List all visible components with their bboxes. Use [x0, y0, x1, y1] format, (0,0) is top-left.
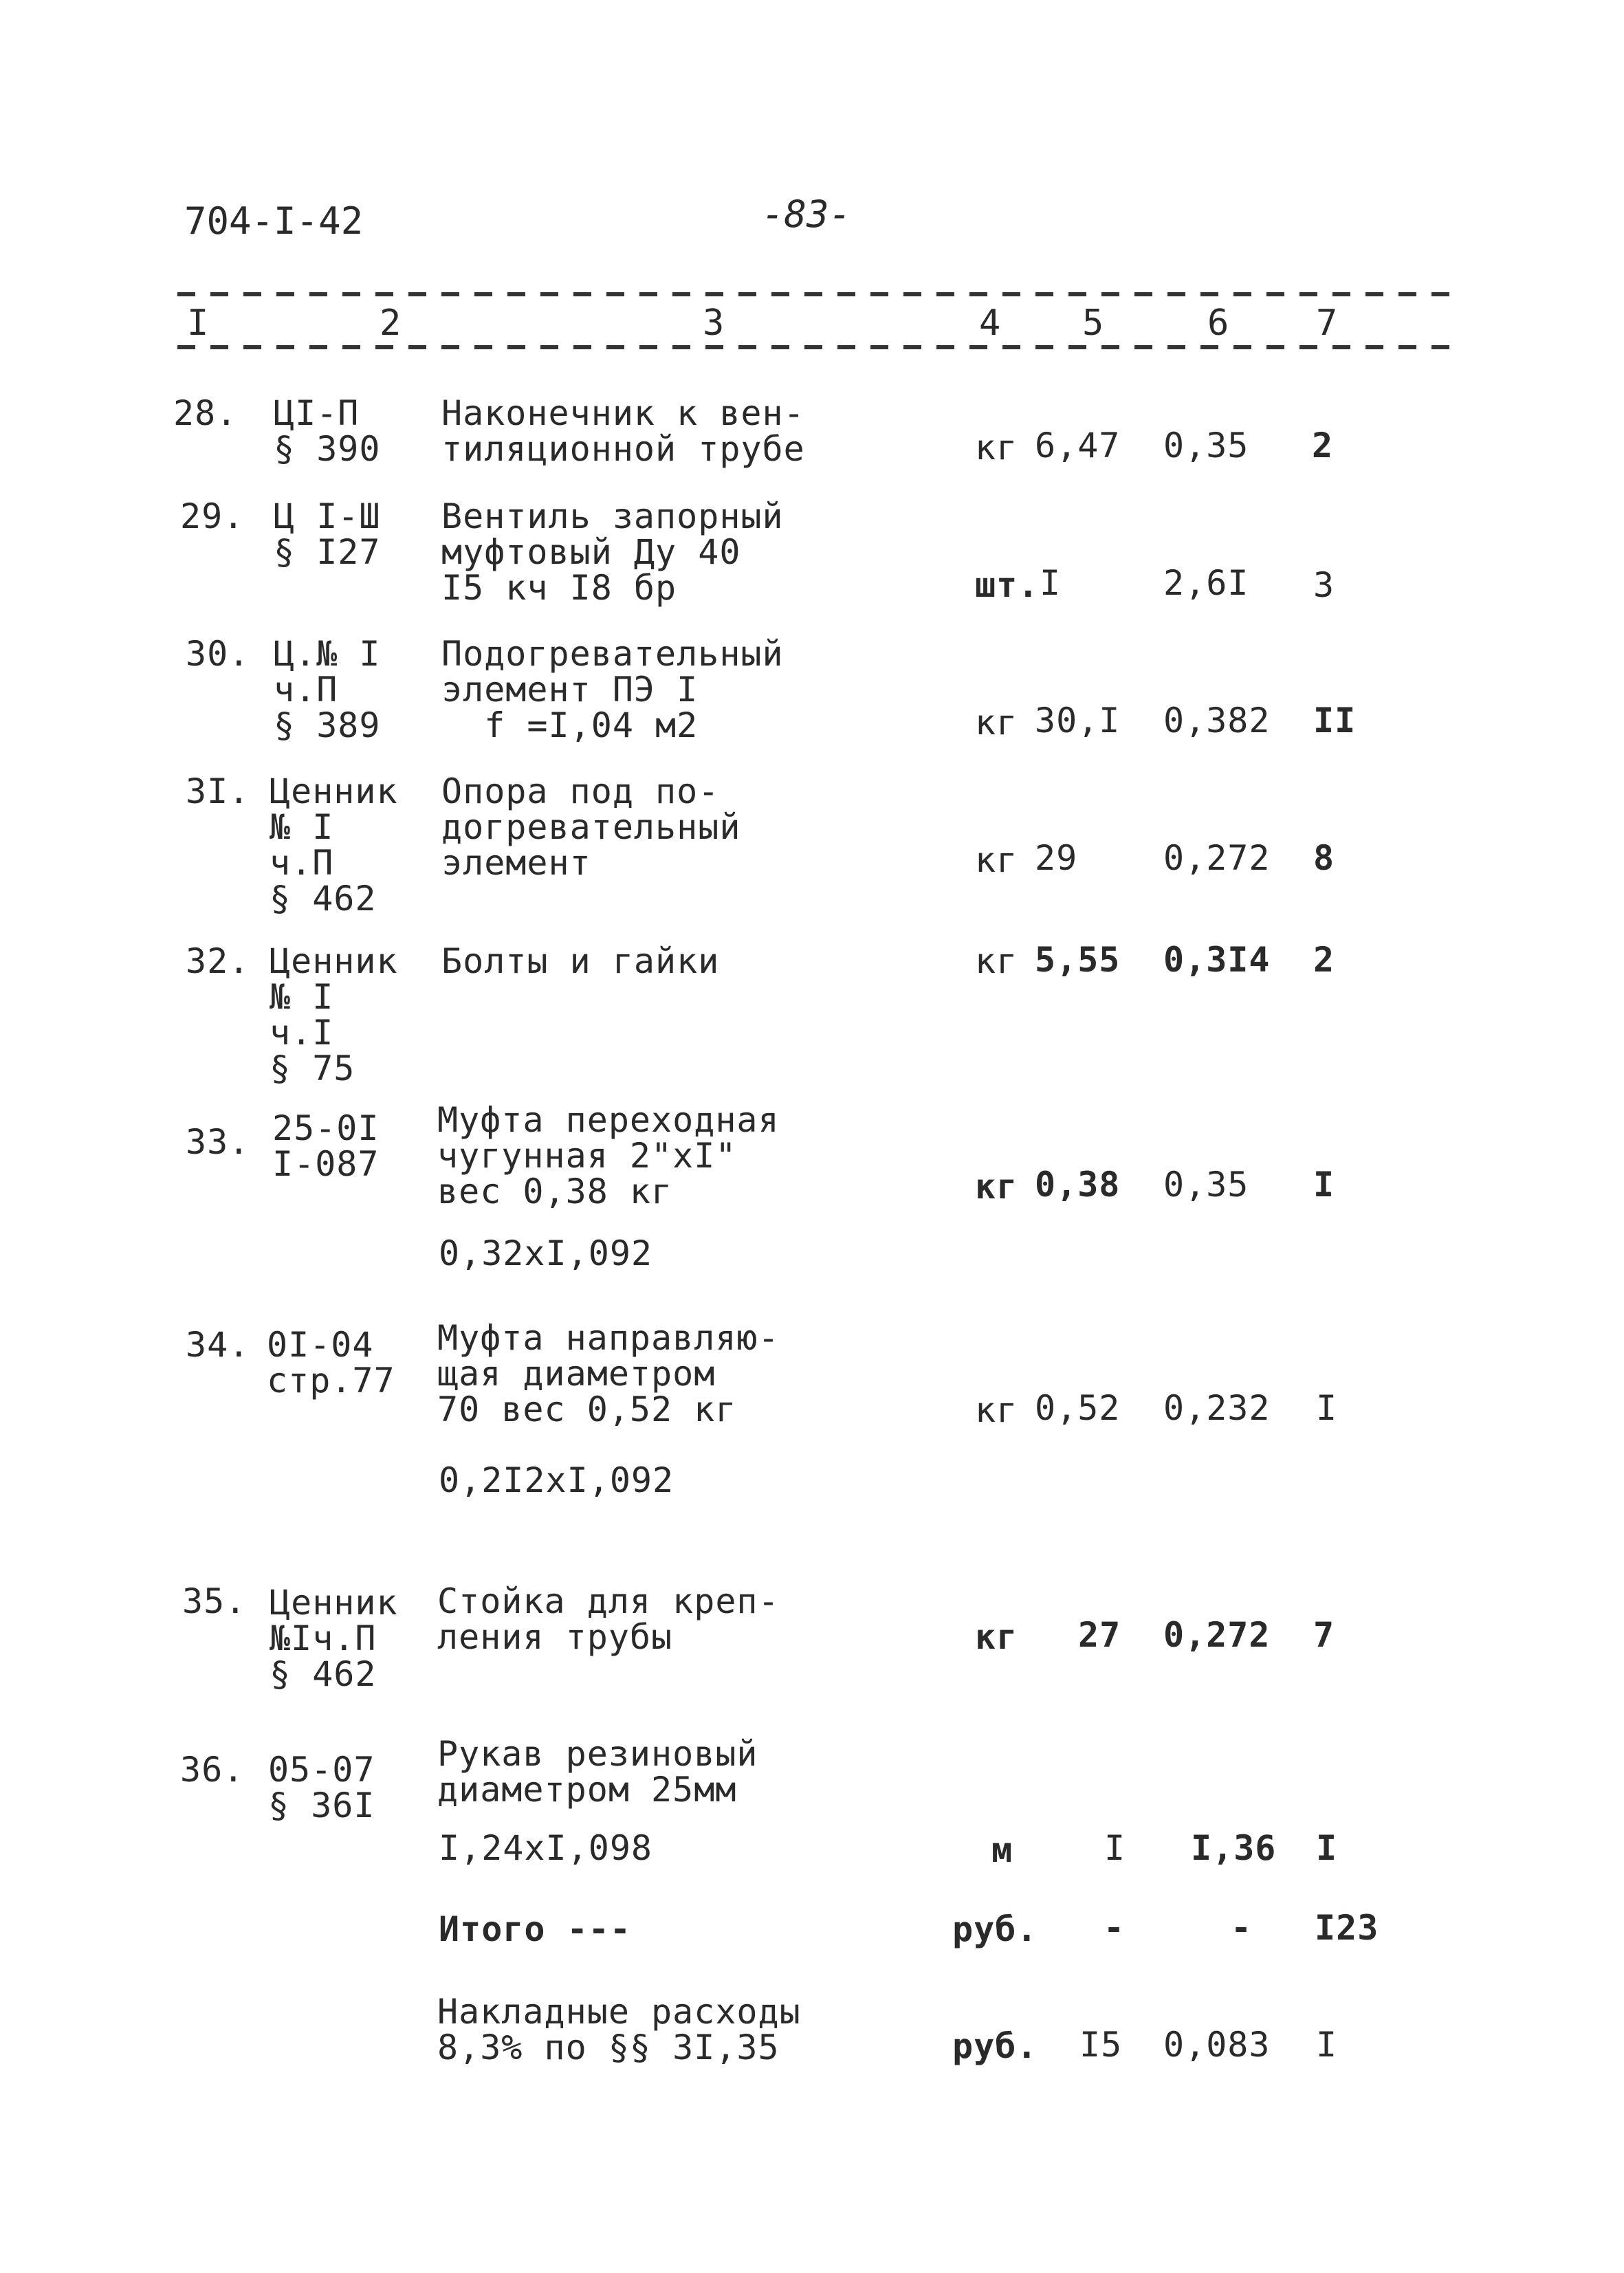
column-number-5: 5 — [1082, 303, 1104, 344]
row-reference: Ценник №Iч.П § 462 — [270, 1583, 398, 1694]
row-total: 7 — [1313, 1615, 1335, 1655]
row-total: I — [1316, 1828, 1338, 1868]
row-unit-price: 0,382 — [1163, 701, 1271, 740]
row-total: I — [1316, 1388, 1338, 1428]
page-number: -83- — [762, 193, 852, 236]
summary-quantity: - — [1104, 1908, 1126, 1948]
column-number-6: 6 — [1207, 303, 1229, 344]
row-unit-price: 0,35 — [1163, 1165, 1249, 1205]
row-unit: м — [991, 1830, 1013, 1870]
row-total: I — [1313, 1165, 1335, 1205]
column-number-1: I — [187, 303, 209, 344]
row-reference: 0I-04 стр.77 — [267, 1325, 395, 1401]
row-unit: кг — [975, 941, 1018, 981]
table-header-top-rule — [177, 292, 1449, 296]
row-number: 29. — [180, 496, 245, 536]
row-quantity: 0,52 — [1035, 1388, 1121, 1428]
row-description: Наконечник к вен- тиляционной трубе — [441, 393, 805, 469]
row-quantity: 29 — [1035, 838, 1078, 878]
row-quantity: 6,47 — [1035, 426, 1121, 465]
row-description: Болты и гайки — [441, 941, 720, 981]
row-description: Опора под по- догревательный элемент — [441, 771, 741, 883]
row-quantity: 27 — [1078, 1615, 1121, 1655]
column-number-4: 4 — [979, 303, 1001, 344]
row-unit: шт. — [975, 565, 1040, 605]
row-number: 28. — [173, 393, 238, 433]
row-unit-price: I,36 — [1191, 1828, 1277, 1868]
row-reference: Ценник № I ч.П § 462 — [270, 771, 398, 919]
row-number: 30. — [186, 634, 250, 674]
overhead-unit: руб. — [952, 2026, 1038, 2066]
row-unit-price: 2,6I — [1163, 563, 1249, 603]
row-unit-price: 0,3I4 — [1163, 940, 1271, 980]
row-number: 32. — [186, 941, 250, 981]
row-calculation: I,24xI,098 — [439, 1828, 653, 1868]
document-code: 704-I-42 — [184, 199, 364, 243]
row-reference: ЦI-П § 390 — [274, 393, 381, 469]
row-reference: Ц I-Ш § I27 — [274, 496, 381, 572]
row-total: 2 — [1312, 426, 1334, 465]
row-quantity: 30,I — [1035, 701, 1121, 740]
row-quantity: 5,55 — [1035, 940, 1121, 980]
row-calculation: 0,32xI,092 — [439, 1233, 653, 1273]
row-quantity: I — [1040, 563, 1062, 603]
row-number: 35. — [182, 1581, 247, 1621]
row-number: 3I. — [186, 771, 250, 811]
row-description: Стойка для креп- ления трубы — [437, 1581, 780, 1657]
row-unit-price: 0,35 — [1163, 426, 1249, 465]
row-description: Рукав резиновый диаметром 25мм — [437, 1734, 758, 1810]
row-number: 34. — [186, 1325, 250, 1365]
row-unit-price: 0,232 — [1163, 1388, 1271, 1428]
summary-label: Итого --- — [439, 1909, 631, 1949]
column-number-7: 7 — [1316, 303, 1338, 344]
row-unit: кг — [975, 1390, 1018, 1430]
row-reference: 05-07 § 36I — [268, 1750, 375, 1825]
row-quantity: I — [1104, 1828, 1126, 1868]
row-description: Муфта переходная чугунная 2"xI" вес 0,38 кг — [437, 1100, 780, 1211]
row-unit-price: 0,272 — [1163, 838, 1271, 878]
row-number: 33. — [186, 1122, 250, 1162]
row-unit: кг — [975, 1167, 1018, 1207]
row-total: 2 — [1313, 940, 1335, 980]
row-reference: 25-0I I-087 — [272, 1108, 380, 1184]
row-reference: Ц.№ I ч.П § 389 — [274, 634, 381, 745]
row-unit: кг — [975, 1617, 1018, 1657]
summary-unit-price: - — [1231, 1908, 1253, 1948]
row-calculation: 0,2I2xI,092 — [439, 1460, 674, 1500]
row-description: Муфта направляю- щая диаметром 70 вес 0,52 кг — [437, 1318, 780, 1429]
column-number-3: 3 — [703, 303, 725, 344]
row-reference: Ценник № I ч.I § 75 — [270, 941, 398, 1088]
summary-total: I23 — [1315, 1908, 1379, 1948]
column-number-2: 2 — [380, 303, 402, 344]
overhead-total: I — [1316, 2025, 1338, 2065]
row-total: 3 — [1313, 565, 1335, 605]
row-number: 36. — [180, 1750, 245, 1790]
row-total: II — [1313, 701, 1357, 740]
row-description: Подогревательный элемент ПЭ I f =I,04 м2 — [441, 634, 784, 745]
row-description: Вентиль запорный муфтовый Ду 40 I5 кч I8 бр — [441, 496, 784, 608]
summary-unit: руб. — [952, 1909, 1038, 1949]
row-total: 8 — [1313, 838, 1335, 878]
overhead-quantity: I5 — [1079, 2025, 1123, 2065]
row-unit: кг — [975, 703, 1018, 743]
overhead-description: Накладные расходы 8,3% по §§ 3I,35 — [437, 1992, 801, 2067]
row-unit: кг — [975, 428, 1018, 468]
row-unit: кг — [975, 840, 1018, 880]
overhead-unit-price: 0,083 — [1163, 2025, 1271, 2065]
table-header-bottom-rule — [177, 345, 1449, 349]
row-unit-price: 0,272 — [1163, 1615, 1271, 1655]
row-quantity: 0,38 — [1035, 1165, 1121, 1205]
